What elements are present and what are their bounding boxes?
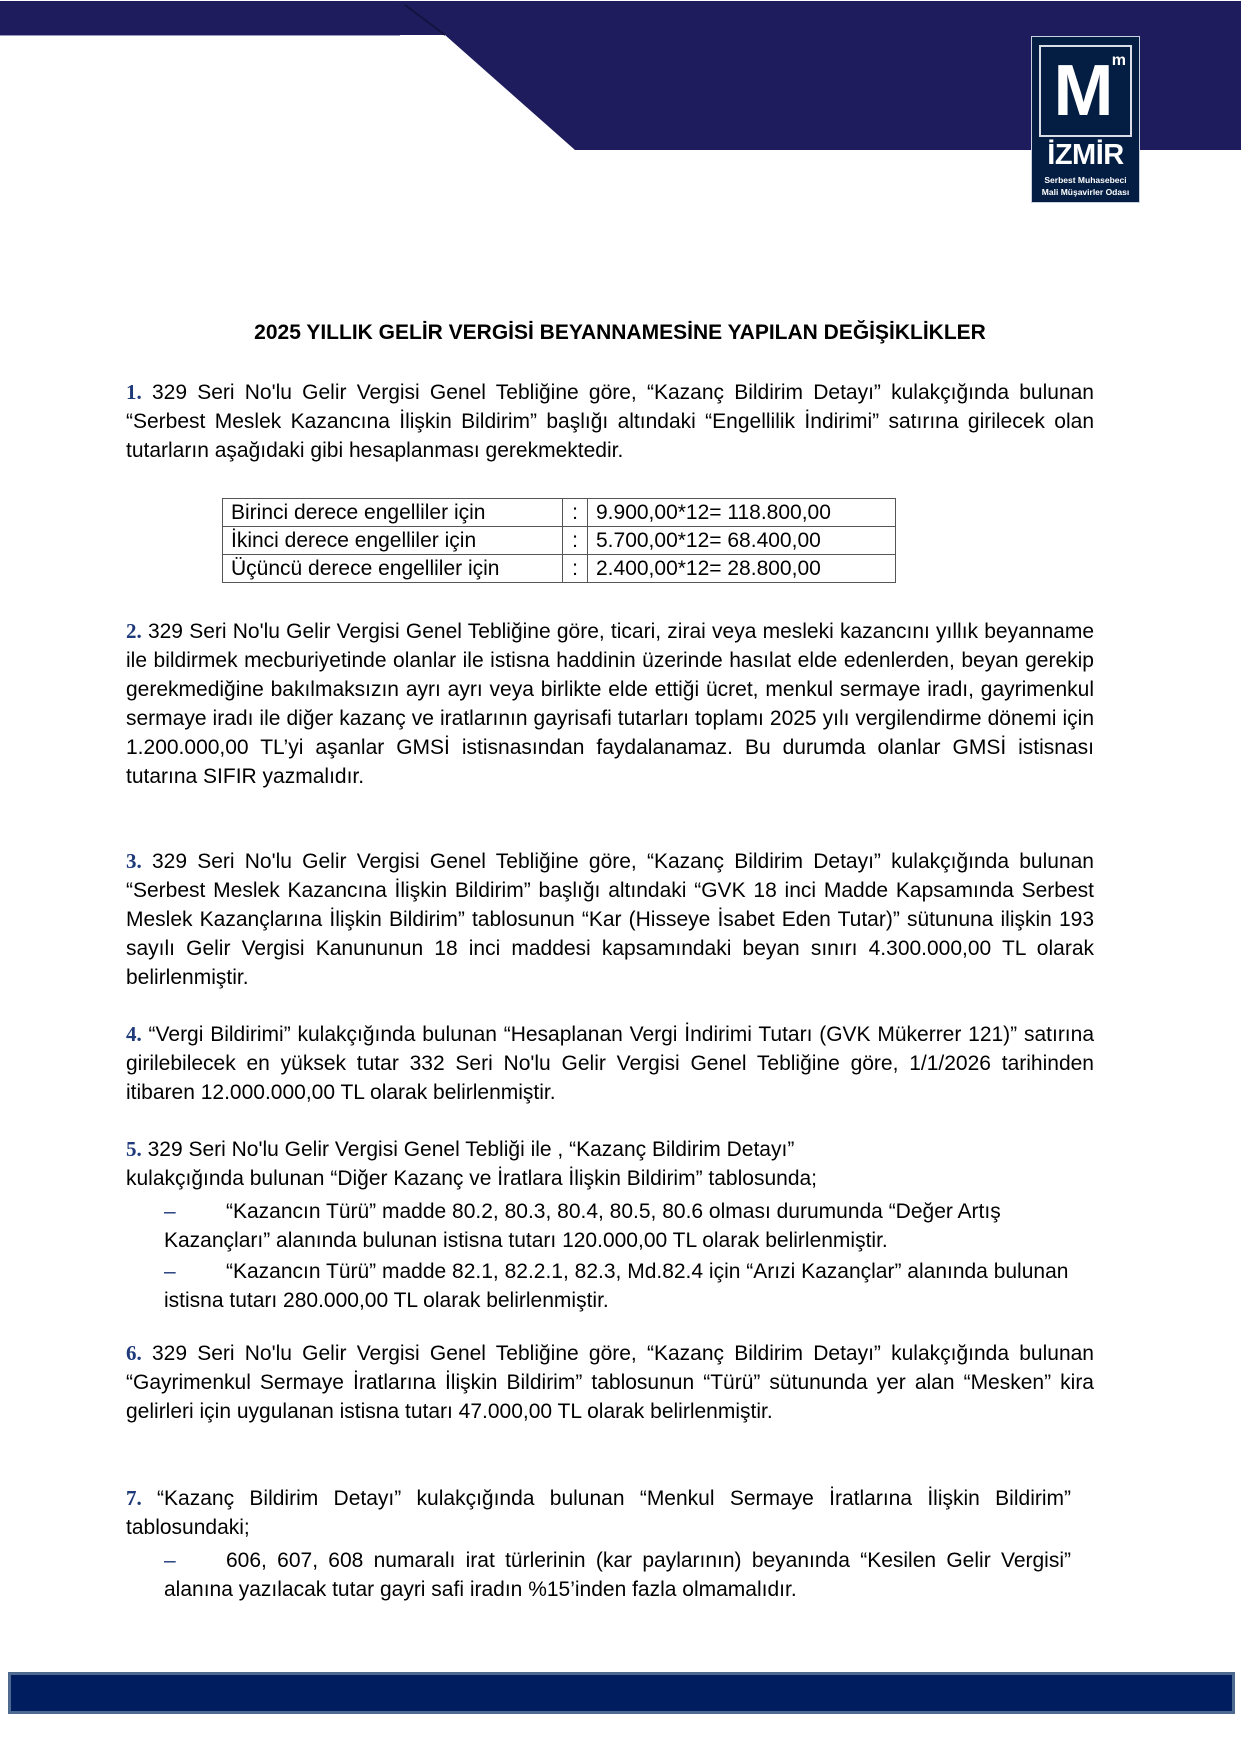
item-text: 329 Seri No'lu Gelir Vergisi Genel Tebliğine göre, “Kazanç Bildirim Detayı” kulakçığında bulunan “Serbest Meslek Kazancına İlişkin Bildirim” başlığı altındaki “Engellilik İndirimi” satırına girilecek olan tutarların aşağıdaki gibi hesaplanması gerekmektedir.: [126, 381, 1094, 462]
item-text-line-1: 329 Seri No'lu Gelir Vergisi Genel Tebliği ile , “Kazanç Bildirim Detayı”: [141, 1138, 795, 1161]
table-row: [223, 499, 896, 527]
dash-bullet-icon: –: [164, 1200, 176, 1223]
item-1: [126, 378, 1094, 465]
item-number: 7.: [126, 1486, 142, 1510]
logo-subtitle-2: Mali Müşavirler Odası: [1041, 187, 1130, 197]
item-number: 4.: [126, 1022, 142, 1046]
dash-bullet-icon: –: [164, 1260, 176, 1283]
item-6: [126, 1339, 1094, 1426]
item-number: 6.: [126, 1341, 142, 1365]
row-separator: :: [563, 527, 588, 555]
item-7: [126, 1484, 1071, 1604]
dash-bullet-icon: –: [164, 1549, 176, 1572]
row-label: Birinci derece engelliler için: [223, 499, 563, 527]
list-item: [126, 1197, 1094, 1255]
logo-mark: M: [1053, 51, 1114, 131]
logo-subtitle-1: Serbest Muhasebeci: [1044, 175, 1127, 185]
logo-city: İZMİR: [1047, 139, 1124, 171]
izmir-smmmo-logo: [1031, 36, 1140, 203]
list-item: [126, 1546, 1071, 1604]
logo-frame: [1039, 45, 1132, 137]
document-title: 2025 YILLIK GELİR VERGİSİ BEYANNAMESİNE YAPILAN DEĞİŞİKLİKLER: [254, 321, 986, 344]
item-number: 3.: [126, 849, 142, 873]
item-text-line-2: kulakçığında bulunan “Diğer Kazanç ve İratlara İlişkin Bildirim” tablosunda;: [126, 1167, 818, 1190]
row-separator: :: [563, 555, 588, 583]
list-item-text: “Kazancın Türü” madde 82.1, 82.2.1, 82.3, Md.82.4 için “Arızi Kazançlar” alanında bulunan istisna tutarı 280.000,00 TL olarak belirlenmiştir.: [164, 1260, 1069, 1312]
footer-band: [8, 1672, 1235, 1714]
item-5: [126, 1135, 1094, 1315]
row-value: 2.400,00*12= 28.800,00: [588, 555, 896, 583]
item-number: 2.: [126, 619, 142, 643]
item-text: “Vergi Bildirimi” kulakçığında bulunan “Hesaplanan Vergi İndirimi Tutarı (GVK Mükerrer 121)” satırına girilebilecek en yüksek tutar 332 Seri No'lu Gelir Vergisi Genel Tebliğine göre, 1/1/2026 tarihinden itibaren 12.000.000,00 TL olarak belirlenmiştir.: [126, 1023, 1094, 1104]
disability-deduction-table: [222, 498, 896, 583]
item-4: [126, 1020, 1094, 1107]
row-separator: :: [563, 499, 588, 527]
item-text: 329 Seri No'lu Gelir Vergisi Genel Tebliğine göre, ticari, zirai veya mesleki kazancını yıllık beyanname ile bildirmek mecburiyetinde olanlar ile istisna haddinin üzerinde hasılat elde edenlerden, beyan gerekip gerekmediğine bakılmaksızın ayrı ayrı veya birlikte elde ettiği ücret, menkul sermaye iradı, gayrimenkul sermaye iradı ile diğer kazanç ve iratlarının gayrisafi tutarları toplamı 2025 yılı vergilendirme dönemi için 1.200.000,00 TL’yi aşanlar GMSİ istisnasından faydalanamaz. Bu durumda olanlar GMSİ istisnası tutarına SIFIR yazmalıdır.: [126, 620, 1094, 788]
logo-superscript: m: [1111, 52, 1126, 69]
row-label: Üçüncü derece engelliler için: [223, 555, 563, 583]
item-text: 329 Seri No'lu Gelir Vergisi Genel Tebliğine göre, “Kazanç Bildirim Detayı” kulakçığında bulunan “Serbest Meslek Kazancına İlişkin Bildirim” başlığı altındaki “GVK 18 inci Madde Kapsamında Serbest Meslek Kazançlarına İlişkin Bildirim” tablosunun “Kar (Hisseye İsabet Eden Tutar)” sütununa ilişkin 193 sayılı Gelir Vergisi Kanununun 18 inci maddesi kapsamındaki beyan sınırı 4.300.000,00 TL olarak belirlenmiştir.: [126, 850, 1094, 989]
item-text: 329 Seri No'lu Gelir Vergisi Genel Tebliğine göre, “Kazanç Bildirim Detayı” kulakçığında bulunan “Gayrimenkul Sermaye İratlarına İlişkin Bildirim” tablosunun “Türü” sütununda yer alan “Mesken” kira gelirleri için uygulanan istisna tutarı 47.000,00 TL olarak belirlenmiştir.: [126, 1342, 1094, 1423]
item-2: [126, 617, 1094, 791]
item-number: 1.: [126, 380, 142, 404]
row-label: İkinci derece engelliler için: [223, 527, 563, 555]
list-item: [126, 1257, 1094, 1315]
list-item-text: “Kazancın Türü” madde 80.2, 80.3, 80.4, 80.5, 80.6 olması durumunda “Değer Artış Kazançları” alanında bulunan istisna tutarı 120.000,00 TL olarak belirlenmiştir.: [164, 1200, 1001, 1252]
item-text: “Kazanç Bildirim Detayı” kulakçığında bulunan “Menkul Sermaye İratlarına İlişkin Bildirim” tablosundaki;: [126, 1487, 1071, 1539]
item-number: 5.: [126, 1137, 142, 1161]
item-3: [126, 847, 1094, 992]
table-row: [223, 527, 896, 555]
row-value: 9.900,00*12= 118.800,00: [588, 499, 896, 527]
row-value: 5.700,00*12= 68.400,00: [588, 527, 896, 555]
list-item-text: 606, 607, 608 numaralı irat türlerinin (kar paylarının) beyanında “Kesilen Gelir Vergisi” alanına yazılacak tutar gayri safi iradın %15’inden fazla olmamalıdır.: [164, 1549, 1071, 1601]
table-row: [223, 555, 896, 583]
